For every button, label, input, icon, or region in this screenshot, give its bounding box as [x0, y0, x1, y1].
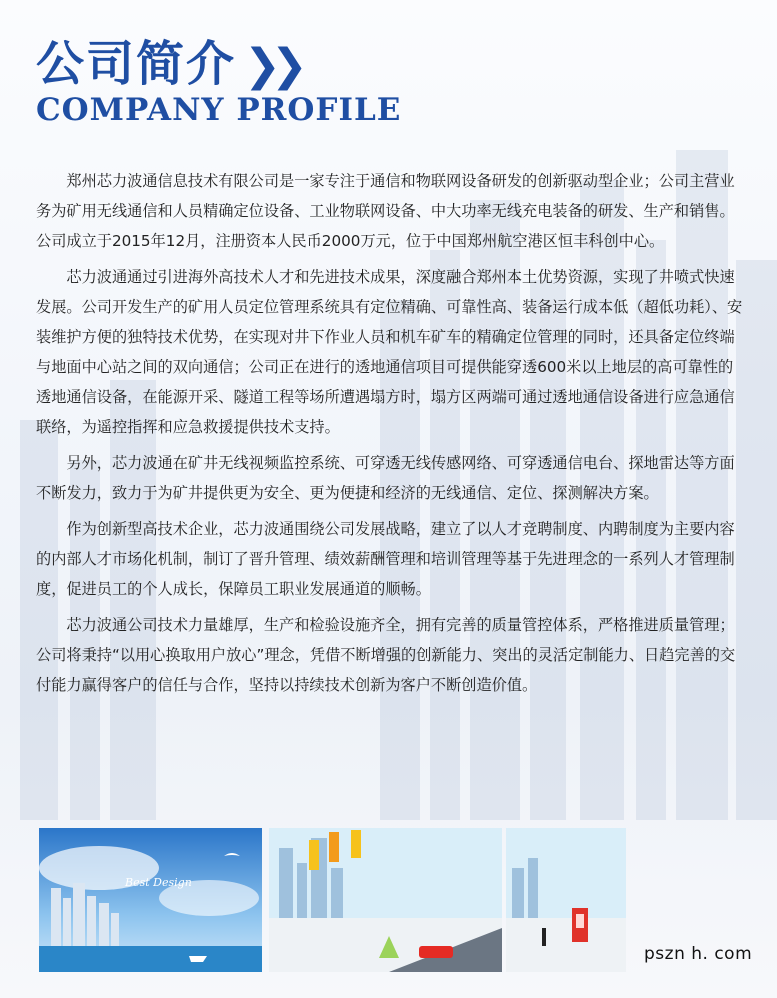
paragraph-1: 郑州芯力波通信息技术有限公司是一家专注于通信和物联网设备研发的创新驱动型企业；公司主营业务为矿用无线通信和人员精确定位设备、工业物联网设备、中大功率无线充电装备的研发、生产和销售。公司成立于2015年12月，注册资本人民币2000万元，位于中国郑州航空港区恒丰科创中心。 — [36, 172, 735, 250]
profile-body — [36, 166, 748, 706]
photo-illustrated-street — [269, 828, 502, 972]
photo-city-seaside — [39, 828, 262, 972]
photo-caption: Best Design — [125, 876, 192, 889]
page-title — [36, 36, 298, 94]
page-subtitle: COMPANY PROFILE — [36, 92, 402, 128]
paragraph-4: 作为创新型高技术企业，芯力波通围绕公司发展战略，建立了以人才竞聘制度、内聘制度为主要内容的内部人才市场化机制，制订了晋升管理、绩效薪酬管理和培训管理等基于先进理念的一系列人才管理制度，促进员工的个人成长，保障员工职业发展通道的顺畅。 — [36, 520, 735, 598]
paragraph-5: 芯力波通公司技术力量雄厚，生产和检验设施齐全，拥有完善的质量管控体系，严格推进质量管理；公司将秉持“以用心换取用户放心”理念，凭借不断增强的创新能力、突出的灵活定制能力、日趋完善的交付能力赢得客户的信任与合作，坚持以持续技术创新为客户不断创造价值。 — [36, 616, 736, 694]
photo-phone-booth — [506, 828, 626, 972]
double-chevron-icon: ❯❯ — [244, 40, 298, 91]
title-cn-text: 公司简介 — [36, 36, 237, 92]
paragraph-3: 另外，芯力波通在矿井无线视频监控系统、可穿透无线传感网络、可穿透通信电台、探地雷达等方面不断发力，致力于为矿井提供更为安全、更为便捷和经济的无线通信、定位、探测解决方案。 — [36, 454, 735, 502]
watermark: pszn h. com — [644, 944, 753, 964]
paragraph-2: 芯力波通通过引进海外高技术人才和先进技术成果，深度融合郑州本土优势资源，实现了井喷式快速发展。公司开发生产的矿用人员定位管理系统具有定位精确、可靠性高、装备运行成本低（超低功耗）、安装维护方便的独特技术优势，在实现对井下作业人员和机车矿车的精确定位管理的同时，还具备定位终端与地面中心站之间的双向通信；公司正在进行的透地通信项目可提供能穿透600米以上地层的高可靠性的透地通信设备，在能源开采、隧道工程等场所遭遇塌方时，塌方区两端可通过透地通信设备进行应急通信联络，为遥控指挥和应急救援提供技术支持。 — [36, 268, 743, 436]
